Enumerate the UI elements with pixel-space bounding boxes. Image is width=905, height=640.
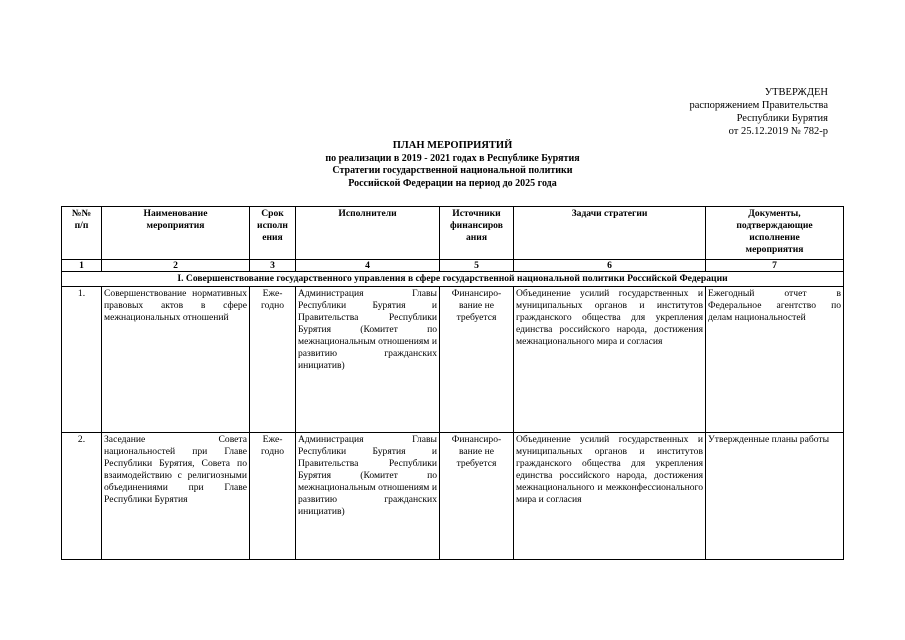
header-term: Срок исполн ения [250, 207, 296, 260]
section-title: I. Совершенствование государственного управления в сфере государственной национальной политики Российской Федерации [62, 272, 844, 287]
header-funding: Источники финансиров ания [440, 207, 514, 260]
row-term: Еже- годно [250, 433, 296, 560]
table-row [62, 433, 844, 560]
title-line-3: Стратегии государственной национальной политики [332, 165, 573, 177]
title-line-4: Российской Федерации на период до 2025 года [348, 177, 557, 189]
approval-date: от 25.12.2019 № 782-р [728, 126, 828, 137]
title-line-2: по реализации в 2019 - 2021 годах в Республике Бурятия [325, 152, 580, 164]
column-number: 6 [514, 260, 706, 272]
column-number: 1 [62, 260, 102, 272]
header-number: №№ п/п [62, 207, 102, 260]
row-funding: Финансиро- вание не требуется [440, 433, 514, 560]
table-header-row [62, 207, 844, 260]
row-documents: Ежегодный отчет в Федеральное агентство по делам национальностей [706, 287, 844, 433]
row-tasks: Объединение усилий государственных и муниципальных органов и институтов гражданского общества для укрепления единства российского народа, достижения межнационального и межконфессионального мира и согласия [514, 433, 706, 560]
header-documents: Документы, подтверждающие исполнение мероприятия [706, 207, 844, 260]
approval-order: распоряжением Правительства [689, 100, 828, 111]
row-executors: Администрация Главы Республики Бурятия и Правительства Республики Бурятия (Комитет по межнациональным отношениям и развитию гражданских инициатив) [296, 433, 440, 560]
row-documents: Утвержденные планы работы [706, 433, 844, 560]
column-number: 2 [102, 260, 250, 272]
row-number: 2. [62, 433, 102, 560]
column-number: 5 [440, 260, 514, 272]
table-row [62, 287, 844, 433]
header-event-name: Наименование мероприятия [102, 207, 250, 260]
title-main: ПЛАН МЕРОПРИЯТИЙ [392, 140, 513, 151]
row-number: 1. [62, 287, 102, 433]
column-number: 3 [250, 260, 296, 272]
section-row [62, 272, 844, 287]
column-number: 7 [706, 260, 844, 272]
row-term: Еже- годно [250, 287, 296, 433]
approval-title: УТВЕРЖДЕН [764, 87, 828, 98]
approval-stamp [628, 86, 828, 138]
header-executors: Исполнители [296, 207, 440, 260]
header-tasks: Задачи стратегии [514, 207, 706, 260]
approval-republic: Республики Бурятия [736, 113, 828, 124]
column-number-row [62, 260, 844, 272]
row-tasks: Объединение усилий государственных и муниципальных органов и институтов гражданского общества для укрепления единства российского народа, достижения межнационального мира и согласия [514, 287, 706, 433]
plan-table [61, 206, 844, 560]
row-event-name: Заседание Совета национальностей при Главе Республики Бурятия, Совета по взаимодействию с религиозными объединениями при Главе Республики Бурятия [102, 433, 250, 560]
row-funding: Финансиро- вание не требуется [440, 287, 514, 433]
column-number: 4 [296, 260, 440, 272]
row-executors: Администрация Главы Республики Бурятия и Правительства Республики Бурятия (Комитет по межнациональным отношениям и развитию гражданских инициатив) [296, 287, 440, 433]
row-event-name: Совершенствование нормативных правовых актов в сфере межнациональных отношений [102, 287, 250, 433]
document-title [0, 140, 905, 190]
